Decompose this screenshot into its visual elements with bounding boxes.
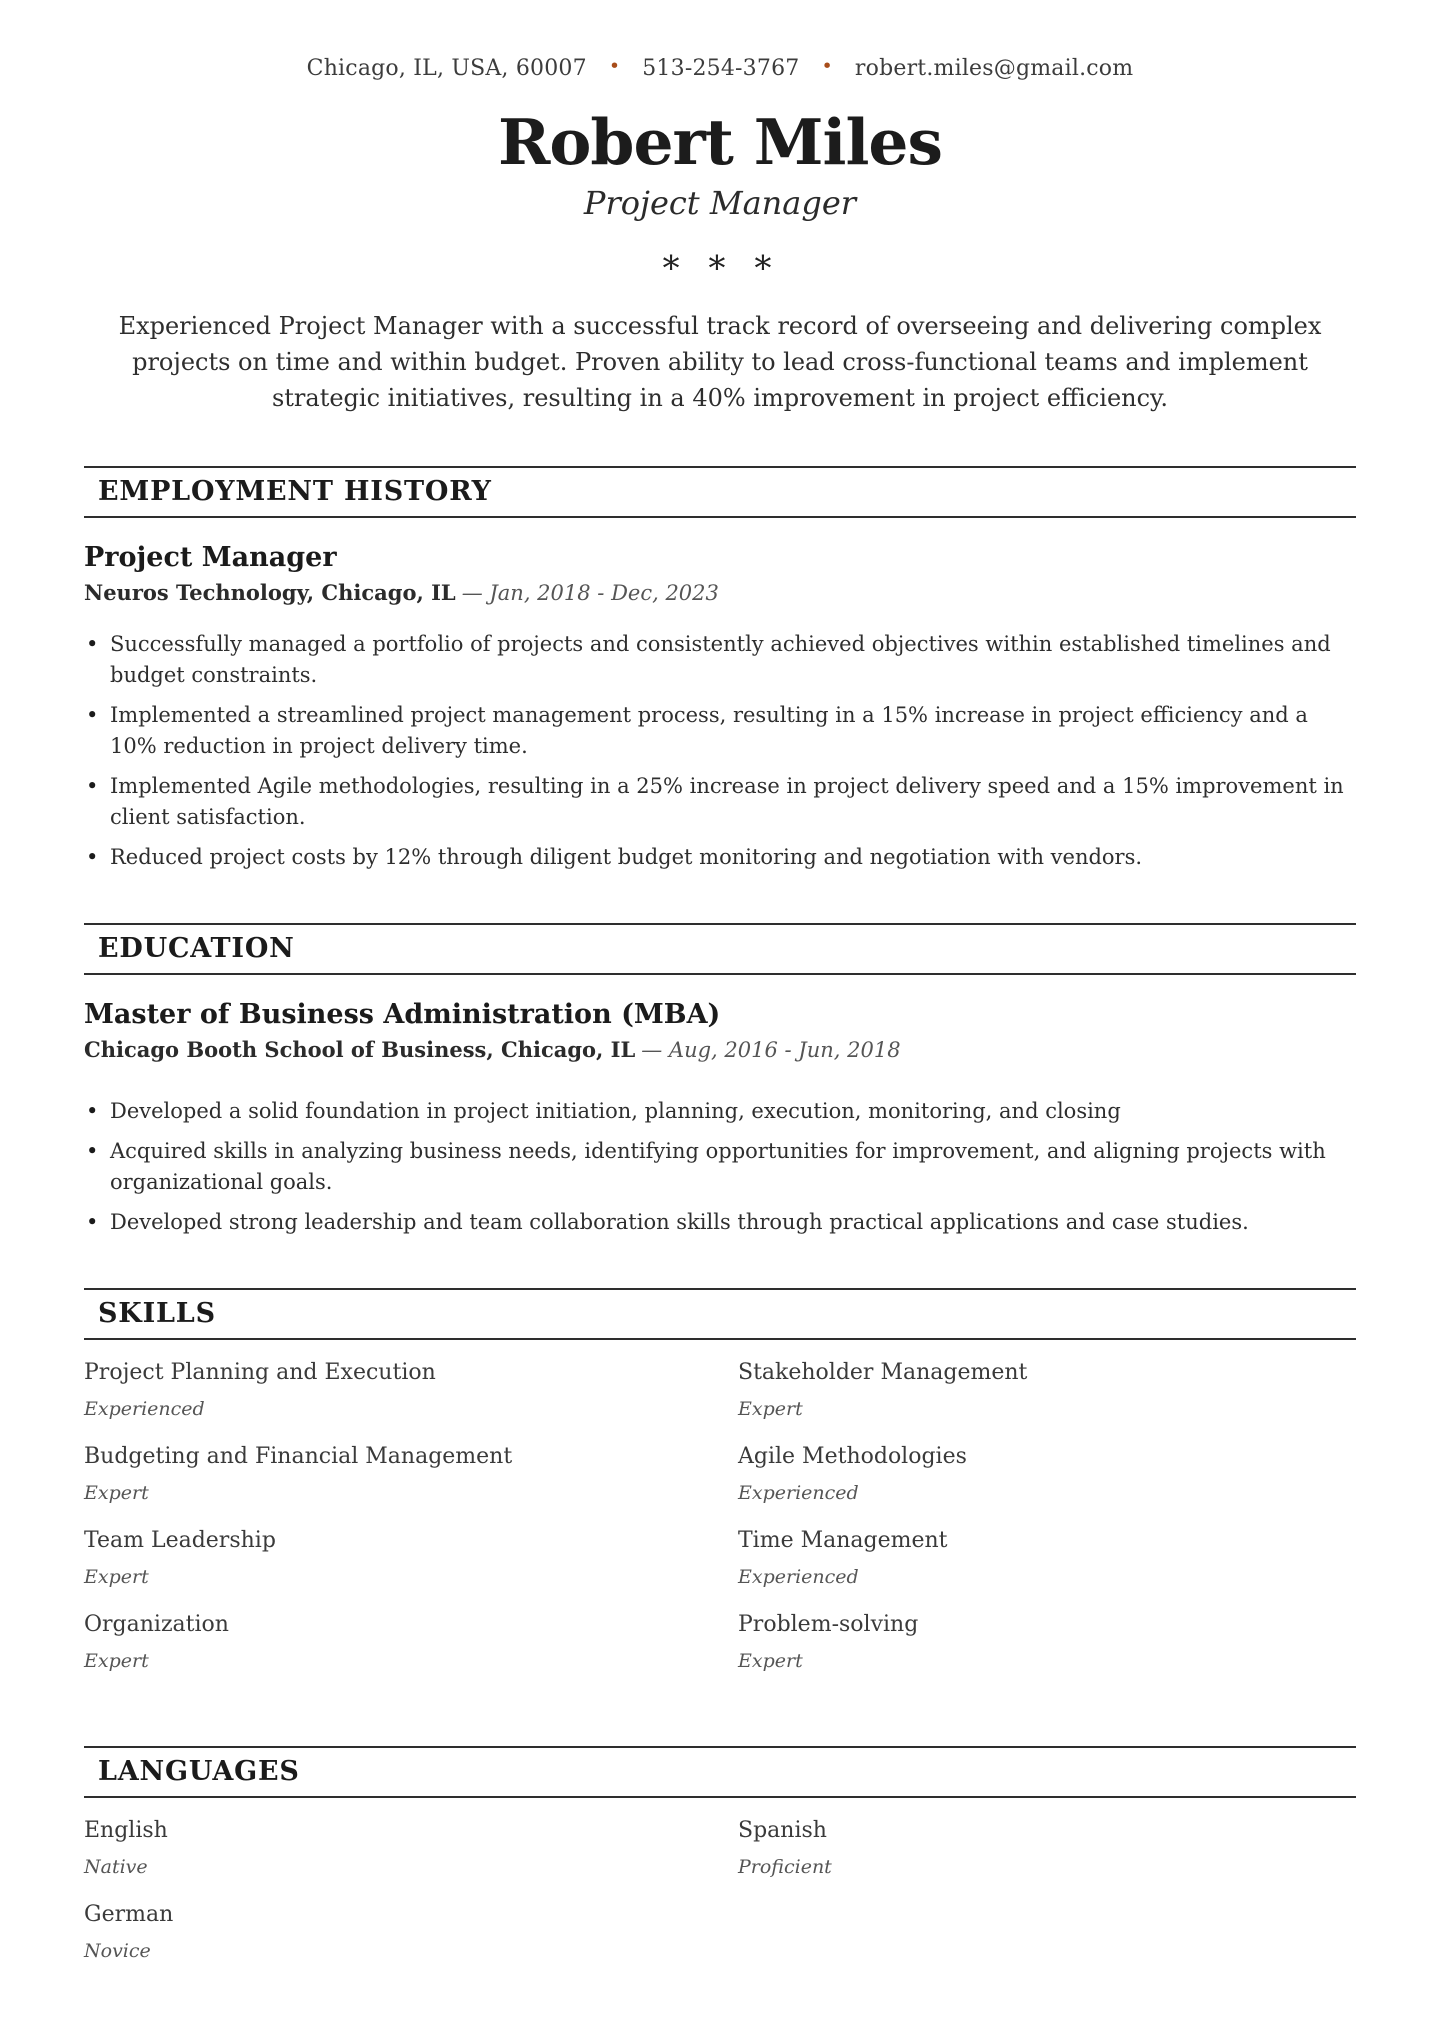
job-meta [84, 580, 1356, 605]
job-dates: — Jan, 2018 - Dec, 2023 [461, 580, 719, 605]
language-level: Proficient [738, 1855, 832, 1878]
job-bullet: • Successfully managed a portfolio of projects and consistently achieved objectives within established timelines and budget constraints. [84, 629, 1356, 691]
skill-name: Agile Methodologies [738, 1443, 967, 1469]
skill-level: Expert [738, 1397, 803, 1420]
skill-name: Project Planning and Execution [84, 1359, 436, 1385]
asterisk-divider: ∗ ∗ ∗ [659, 241, 781, 282]
degree-bullet: • Acquired skills in analyzing business needs, identifying opportunities for improvement, and aligning projects with organizational goals. [84, 1136, 1356, 1198]
skill-name: Organization [84, 1611, 229, 1637]
skill-item [738, 1612, 1356, 1672]
skill-item [84, 1612, 702, 1672]
skill-item [84, 1444, 702, 1504]
job-bullet: • Reduced project costs by 12% through diligent budget monitoring and negotiation with vendors. [84, 842, 1356, 873]
separator-dot: • [821, 55, 833, 77]
skill-name: Team Leadership [84, 1527, 276, 1553]
languages-heading: LANGUAGES [84, 1746, 1356, 1798]
skill-item [738, 1528, 1356, 1588]
profile-summary: Experienced Project Manager with a successful track record of overseeing and delivering complex projects on time and within budget. Proven ability to lead cross-functional teams and implement strategic initiatives, resulting in a 40% improvement in project efficiency. [118, 311, 1322, 412]
section-languages [84, 1746, 1356, 1986]
language-item [738, 1818, 1356, 1878]
language-level: Native [84, 1855, 148, 1878]
skill-name: Time Management [738, 1527, 948, 1553]
contact-phone: 513-254-3767 [642, 56, 800, 81]
job-entry [84, 542, 1356, 873]
degree-bullet: • Developed strong leadership and team collaboration skills through practical applications and case studies. [84, 1207, 1356, 1238]
skills-grid [84, 1360, 1356, 1696]
skill-level: Expert [84, 1565, 149, 1588]
skill-item [84, 1528, 702, 1588]
language-item [84, 1818, 702, 1878]
skill-name: Budgeting and Financial Management [84, 1443, 513, 1469]
language-level: Novice [84, 1939, 151, 1962]
degree-school: Chicago Booth School of Business, Chicago, IL [84, 1036, 636, 1062]
degree-title: Master of Business Administration (MBA) [84, 998, 721, 1030]
skills-heading: SKILLS [84, 1288, 1356, 1340]
skill-level: Experienced [738, 1481, 859, 1504]
language-item [84, 1902, 702, 1962]
contact-email: robert.miles@gmail.com [854, 56, 1134, 81]
degree-entry [84, 999, 1356, 1238]
section-education [84, 923, 1356, 1238]
contact-location: Chicago, IL, USA, 60007 [306, 56, 587, 81]
candidate-job-title: Project Manager [583, 183, 857, 222]
education-heading: EDUCATION [84, 923, 1356, 975]
skill-level: Experienced [738, 1565, 859, 1588]
degree-bullet-list [84, 1096, 1356, 1238]
languages-grid [84, 1818, 1356, 1986]
skill-name: Problem-solving [738, 1611, 919, 1637]
skill-item [738, 1360, 1356, 1420]
job-bullet-list [84, 629, 1356, 873]
degree-bullet: • Developed a solid foundation in project initiation, planning, execution, monitoring, and closing [84, 1096, 1356, 1127]
candidate-name: Robert Miles [498, 105, 942, 179]
job-title: Project Manager [84, 541, 337, 573]
language-name: English [84, 1817, 168, 1843]
job-company: Neuros Technology, Chicago, IL [84, 579, 456, 605]
degree-dates: — Aug, 2016 - Jun, 2018 [641, 1037, 901, 1062]
job-bullet: • Implemented Agile methodologies, resulting in a 25% increase in project delivery speed and a 15% improvement in client satisfaction. [84, 771, 1356, 833]
skill-level: Expert [84, 1649, 149, 1672]
skill-level: Expert [738, 1649, 803, 1672]
section-employment-history [84, 466, 1356, 873]
skill-level: Expert [84, 1481, 149, 1504]
skill-name: Stakeholder Management [738, 1359, 1028, 1385]
separator-dot: • [608, 55, 621, 77]
employment-heading: EMPLOYMENT HISTORY [84, 466, 1356, 518]
degree-meta [84, 1037, 1356, 1062]
job-bullet: • Implemented a streamlined project management process, resulting in a 15% increase in project efficiency and a 10% reduction in project delivery time. [84, 700, 1356, 762]
skill-item [84, 1360, 702, 1420]
language-name: German [84, 1901, 174, 1927]
section-skills [84, 1288, 1356, 1696]
contact-line [84, 56, 1356, 81]
skill-item [738, 1444, 1356, 1504]
skill-level: Experienced [84, 1397, 205, 1420]
language-name: Spanish [738, 1817, 827, 1843]
